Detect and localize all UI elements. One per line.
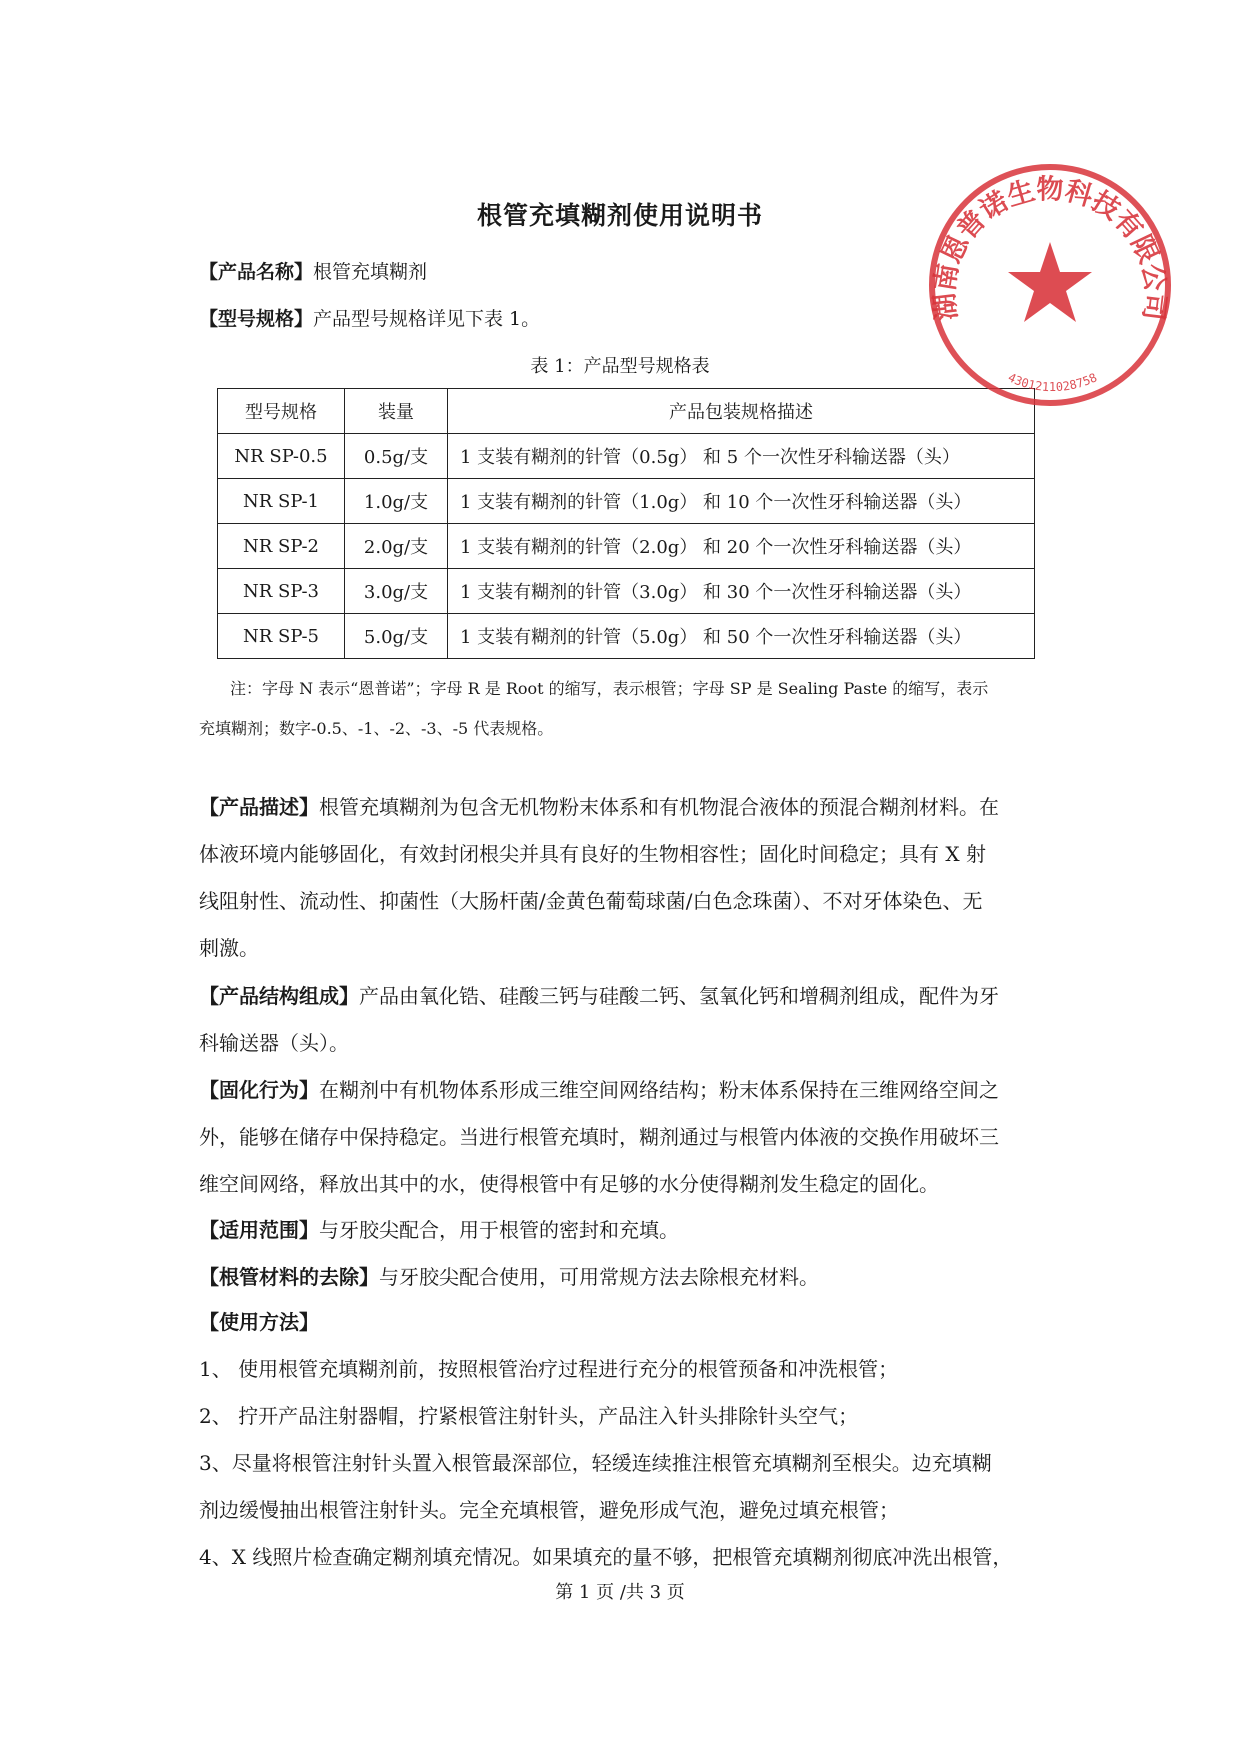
composition-line-1 bbox=[199, 980, 1029, 1009]
company-seal bbox=[925, 160, 1175, 410]
table-note-line-1: 注：字母 N 表示“恩普诺”；字母 R 是 Root 的缩写，表示根管；字母 SP 是 Sealing Paste 的缩写，表示 bbox=[230, 679, 989, 698]
scope-line bbox=[199, 1214, 1029, 1243]
description-line-1 bbox=[199, 791, 1029, 820]
usage-step-1: 1、 使用根管充填糊剂前，按照根管治疗过程进行充分的根管预备和冲洗根管； bbox=[199, 1357, 899, 1381]
document-title: 根管充填糊剂使用说明书 bbox=[476, 201, 763, 230]
cell-description: 1 支装有糊剂的针管（1.0g） 和 10 个一次性牙科输送器（头） bbox=[448, 479, 1035, 524]
composition-line-2: 科输送器（头）。 bbox=[199, 1031, 349, 1055]
description-line-2: 体液环境内能够固化，有效封闭根尖并具有良好的生物相容性；固化时间稳定；具有 X 射 bbox=[199, 842, 986, 866]
cell-model: NR SP-1 bbox=[218, 479, 345, 524]
scope-text: 与牙胶尖配合，用于根管的密封和充填。 bbox=[319, 1218, 679, 1242]
curing-text-1: 在糊剂中有机物体系形成三维空间网络结构；粉末体系保持在三维网络空间之 bbox=[319, 1078, 999, 1102]
curing-line-2: 外，能够在储存中保持稳定。当进行根管充填时，糊剂通过与根管内体液的交换作用破坏三 bbox=[199, 1125, 999, 1149]
cell-quantity: 1.0g/支 bbox=[345, 479, 448, 524]
description-label: 【产品描述】 bbox=[199, 795, 319, 819]
scope-label: 【适用范围】 bbox=[199, 1218, 319, 1242]
description-text-1: 根管充填糊剂为包含无机物粉末体系和有机物混合液体的预混合糊剂材料。在 bbox=[319, 795, 999, 819]
cell-quantity: 0.5g/支 bbox=[345, 434, 448, 479]
table-note-line-2: 充填糊剂；数字-0.5、-1、-2、-3、-5 代表规格。 bbox=[199, 719, 554, 738]
removal-line bbox=[199, 1261, 1029, 1290]
cell-model: NR SP-0.5 bbox=[218, 434, 345, 479]
table-row bbox=[218, 479, 1035, 524]
curing-line-1 bbox=[199, 1074, 1029, 1103]
usage-step-3-line-1: 3、尽量将根管注射针头置入根管最深部位，轻缓连续推注根管充填糊剂至根尖。边充填糊 bbox=[199, 1451, 992, 1475]
usage-heading bbox=[199, 1306, 1029, 1335]
table-row bbox=[218, 434, 1035, 479]
usage-label: 【使用方法】 bbox=[199, 1310, 319, 1334]
seal-star-icon bbox=[1008, 242, 1092, 322]
usage-step-2: 2、 拧开产品注射器帽，拧紧根管注射针头，产品注入针头排除针头空气； bbox=[199, 1404, 859, 1428]
table-header-row bbox=[218, 389, 1035, 434]
header-quantity: 装量 bbox=[345, 389, 448, 434]
header-description: 产品包装规格描述 bbox=[448, 389, 1035, 434]
cell-description: 1 支装有糊剂的针管（5.0g） 和 50 个一次性牙科输送器（头） bbox=[448, 614, 1035, 659]
composition-label: 【产品结构组成】 bbox=[199, 984, 359, 1008]
cell-model: NR SP-3 bbox=[218, 569, 345, 614]
product-name-row bbox=[199, 257, 1029, 284]
table-row bbox=[218, 614, 1035, 659]
model-spec-label: 【型号规格】 bbox=[199, 308, 314, 330]
removal-label: 【根管材料的去除】 bbox=[199, 1265, 379, 1289]
cell-quantity: 5.0g/支 bbox=[345, 614, 448, 659]
removal-text: 与牙胶尖配合使用，可用常规方法去除根充材料。 bbox=[379, 1265, 819, 1289]
composition-text-1: 产品由氧化锆、硅酸三钙与硅酸二钙、氢氧化钙和增稠剂组成，配件为牙 bbox=[359, 984, 999, 1008]
table-row bbox=[218, 569, 1035, 614]
usage-step-4: 4、X 线照片检查确定糊剂填充情况。如果填充的量不够，把根管充填糊剂彻底冲洗出根管， bbox=[199, 1545, 1013, 1569]
table-caption: 表 1：产品型号规格表 bbox=[530, 356, 710, 377]
curing-label: 【固化行为】 bbox=[199, 1078, 319, 1102]
spec-table bbox=[217, 388, 1035, 659]
usage-step-3-line-2: 剂边缓慢抽出根管注射针头。完全充填根管，避免形成气泡，避免过填充根管； bbox=[199, 1498, 899, 1522]
seal-company-name: 湖南恩普诺生物科技有限公司 bbox=[929, 174, 1171, 322]
cell-description: 1 支装有糊剂的针管（0.5g） 和 5 个一次性牙科输送器（头） bbox=[448, 434, 1035, 479]
header-model: 型号规格 bbox=[218, 389, 345, 434]
seal-code: 4301211028758 bbox=[1005, 370, 1100, 395]
page-number: 第 1 页 /共 3 页 bbox=[555, 1582, 685, 1603]
product-name-value: 根管充填糊剂 bbox=[313, 261, 428, 283]
model-spec-value: 产品型号规格详见下表 1。 bbox=[313, 308, 541, 330]
product-name-label: 【产品名称】 bbox=[199, 261, 314, 283]
cell-model: NR SP-2 bbox=[218, 524, 345, 569]
cell-quantity: 2.0g/支 bbox=[345, 524, 448, 569]
curing-line-3: 维空间网络，释放出其中的水，使得根管中有足够的水分使得糊剂发生稳定的固化。 bbox=[199, 1172, 939, 1196]
table-row bbox=[218, 524, 1035, 569]
model-spec-row bbox=[199, 304, 1029, 331]
cell-description: 1 支装有糊剂的针管（2.0g） 和 20 个一次性牙科输送器（头） bbox=[448, 524, 1035, 569]
cell-quantity: 3.0g/支 bbox=[345, 569, 448, 614]
cell-model: NR SP-5 bbox=[218, 614, 345, 659]
description-line-4: 刺激。 bbox=[199, 936, 259, 960]
cell-description: 1 支装有糊剂的针管（3.0g） 和 30 个一次性牙科输送器（头） bbox=[448, 569, 1035, 614]
description-line-3: 线阻射性、流动性、抑菌性（大肠杆菌/金黄色葡萄球菌/白色念珠菌）、不对牙体染色、无 bbox=[199, 889, 983, 913]
